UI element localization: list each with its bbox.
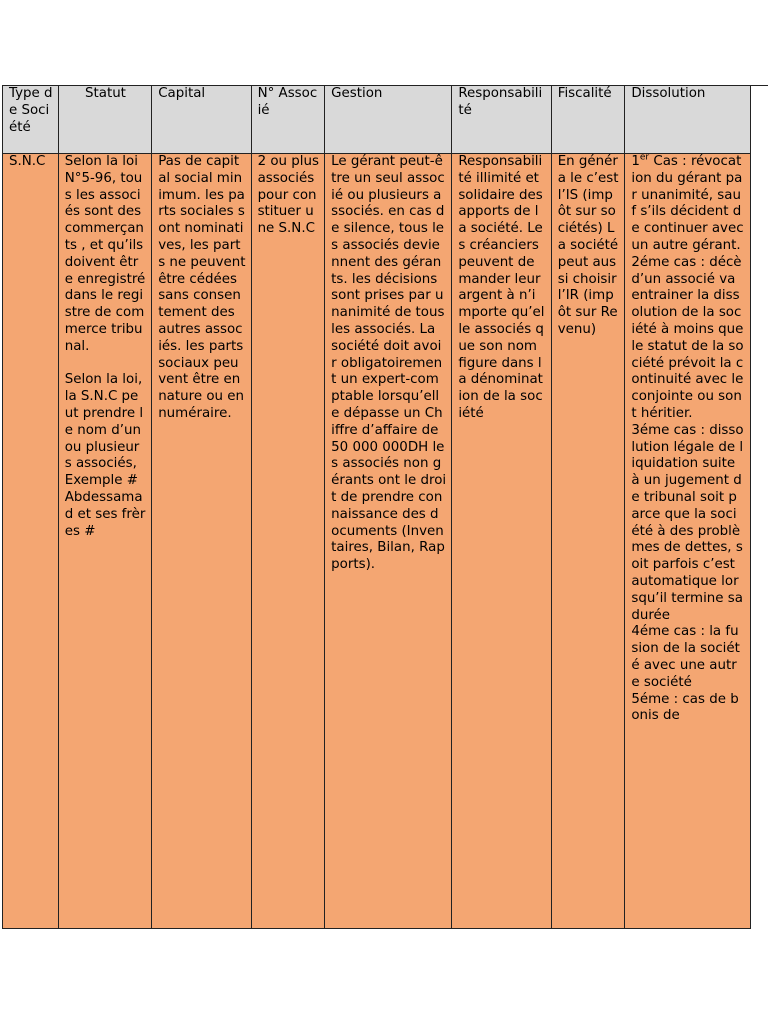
row-extra-column: [750, 154, 768, 929]
header-type: Type de Société: [3, 86, 59, 154]
header-associes: N° Associé: [251, 86, 325, 154]
header-statut: Statut: [58, 86, 151, 154]
header-gestion: Gestion: [325, 86, 452, 154]
header-extra-column: [750, 86, 768, 154]
cell-statut: Selon la loi N°5-96, tous les associés sont des commerçants , et qu’ils doivent être enregistré dans le registre de commerce tribunal. Selon la loi, la S.N.C peut prendre le nom d’un ou plusieurs associés, Exemple # Abdessamad et ses frères #: [58, 154, 151, 929]
dissolution-case1-sup: er: [639, 153, 650, 163]
cell-associes: 2 ou plus associés pour constituer une S.N.C: [251, 154, 325, 929]
cell-fiscalite: En généra le c’est l’IS (impôt sur sociétés) La société peut aussi choisir l’IR (impôt sur Revenu): [551, 154, 625, 929]
dissolution-case1-number: 1: [631, 154, 640, 169]
header-dissolution: Dissolution: [625, 86, 750, 154]
header-responsabilite: Responsabilité: [452, 86, 551, 154]
header-capital: Capital: [152, 86, 251, 154]
table-row: [3, 154, 768, 929]
cell-type: S.N.C: [3, 154, 59, 929]
cell-capital: Pas de capital social minimum. les parts sociales sont nominatives, les parts ne peuvent être cédées sans consentement des autres associés. les parts sociaux peuvent être en nature ou en numéraire.: [152, 154, 251, 929]
header-fiscalite: Fiscalité: [551, 86, 625, 154]
table-header-row: [3, 86, 768, 154]
cell-responsabilite: Responsabilité illimité et solidaire des apports de la société. Les créanciers peuvent demander leur argent à n’importe qu’elle associés que son nom figure dans la dénomination de la société: [452, 154, 551, 929]
company-types-table: [2, 85, 768, 929]
cell-gestion: Le gérant peut-être un seul associé ou plusieurs associés. en cas de silence, tous les associés deviennent des gérants. les décisions sont prises par unanimité de tous les associés. La société doit avoir obligatoirement un expert-comptable lorsqu’elle dépasse un Chiffre d’affaire de 50 000 000DH les associés non gérants ont le droit de prendre connaissance des documents (Inventaires, Bilan, Rapports).: [325, 154, 452, 929]
dissolution-cases-text: Cas : révocation du gérant par unanimité, sauf s’ils décident de continuer avec un autre gérant. 2éme cas : décè d’un associé va entrainer la dissolution de la société à moins que le statut de la société prévoit la continuité avec le conjointe ou sont héritier. 3éme cas : dissolution légale de liquidation suite à un jugement de tribunal soit parce que la société à des problèmes de dettes, soit parfois c’est automatique lorsqu’il termine sa durée 4éme cas : la fusion de la société avec une autre société 5éme : cas de bonis de: [631, 154, 744, 724]
cell-dissolution: [625, 154, 750, 929]
